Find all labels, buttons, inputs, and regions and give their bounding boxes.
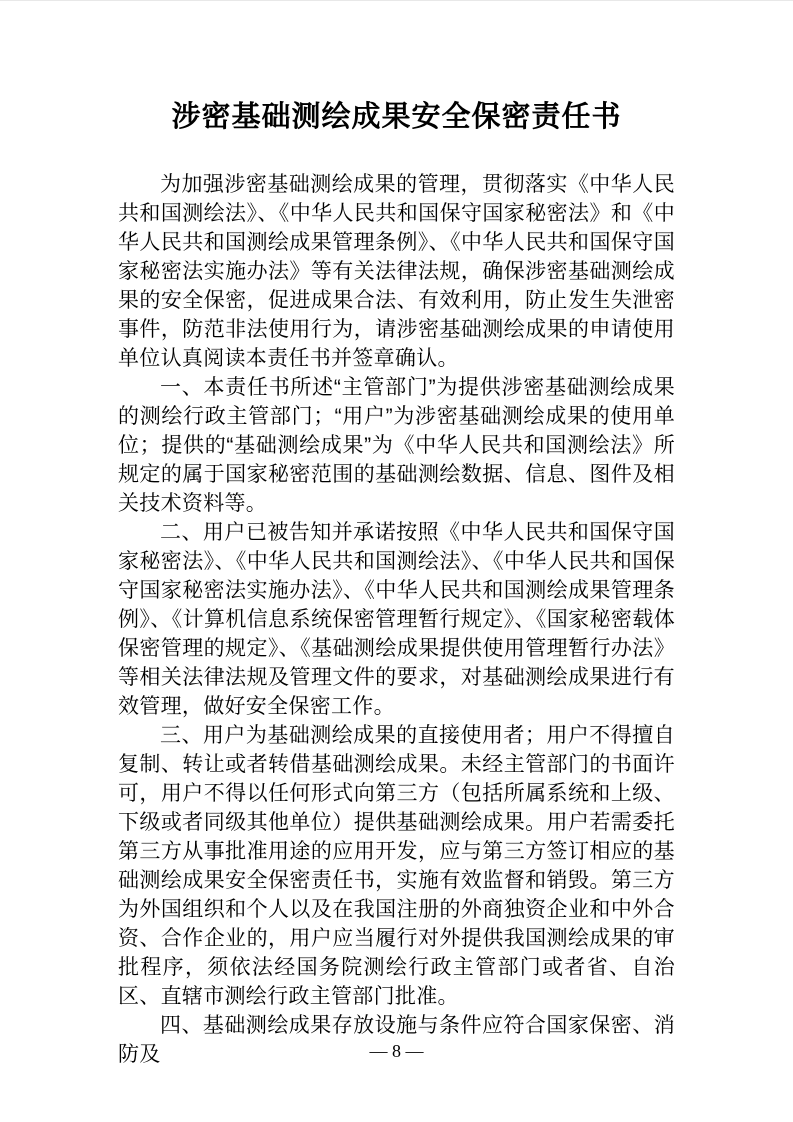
document-content xyxy=(118,97,675,1069)
paragraph-preamble: 为加强涉密基础测绘成果的管理，贯彻落实《中华人民共和国测绘法》、《中华人民共和国保守国家秘密法》和《中华人民共和国测绘成果管理条例》、《中华人民共和国保守国家秘密法实施办法》等有关法律法规，确保涉密基础测绘成果的安全保密，促进成果合法、有效利用，防止发生失泄密事件，防范非法使用行为，请涉密基础测绘成果的申请使用单位认真阅读本责任书并签章确认。 xyxy=(118,173,675,370)
page-number: — 8 — xyxy=(369,1041,424,1061)
document-body xyxy=(118,170,675,1069)
document-title: 涉密基础测绘成果安全保密责任书 xyxy=(171,101,622,133)
paragraph-clause-3: 三、用户为基础测绘成果的直接使用者；用户不得擅自复制、转让或者转借基础测绘成果。未经主管部门的书面许可，用户不得以任何形式向第三方（包括所属系统和上级、下级或者同级其他单位）提供基础测绘成果。用户若需委托第三方从事批准用途的应用开发，应与第三方签订相应的基础测绘成果安全保密责任书，实施有效监督和销毁。第三方为外国组织和个人以及在我国注册的外商独资企业和中外合资、合作企业的，用户应当履行对外提供我国测绘成果的审批程序，须依法经国务院测绘行政主管部门或者省、自治区、直辖市测绘行政主管部门批准。 xyxy=(118,724,675,1008)
paragraph-clause-4: 四、基础测绘成果存放设施与条件应符合国家保密、消防及 xyxy=(118,1014,675,1066)
paragraph-clause-1: 一、本责任书所述“主管部门”为提供涉密基础测绘成果的测绘行政主管部门；“用户”为涉密基础测绘成果的使用单位；提供的“基础测绘成果”为《中华人民共和国测绘法》所规定的属于国家秘密范围的基础测绘数据、信息、图件及相关技术资料等。 xyxy=(118,376,675,515)
paragraph-clause-2: 二、用户已被告知并承诺按照《中华人民共和国保守国家秘密法》、《中华人民共和国测绘法》、《中华人民共和国保守国家秘密法实施办法》、《中华人民共和国测绘成果管理条例》、《计算机信息系统保密管理暂行规定》、《国家秘密载体保密管理的规定》、《基础测绘成果提供使用管理暂行办法》等相关法律法规及管理文件的要求，对基础测绘成果进行有效管理，做好安全保密工作。 xyxy=(118,521,675,718)
